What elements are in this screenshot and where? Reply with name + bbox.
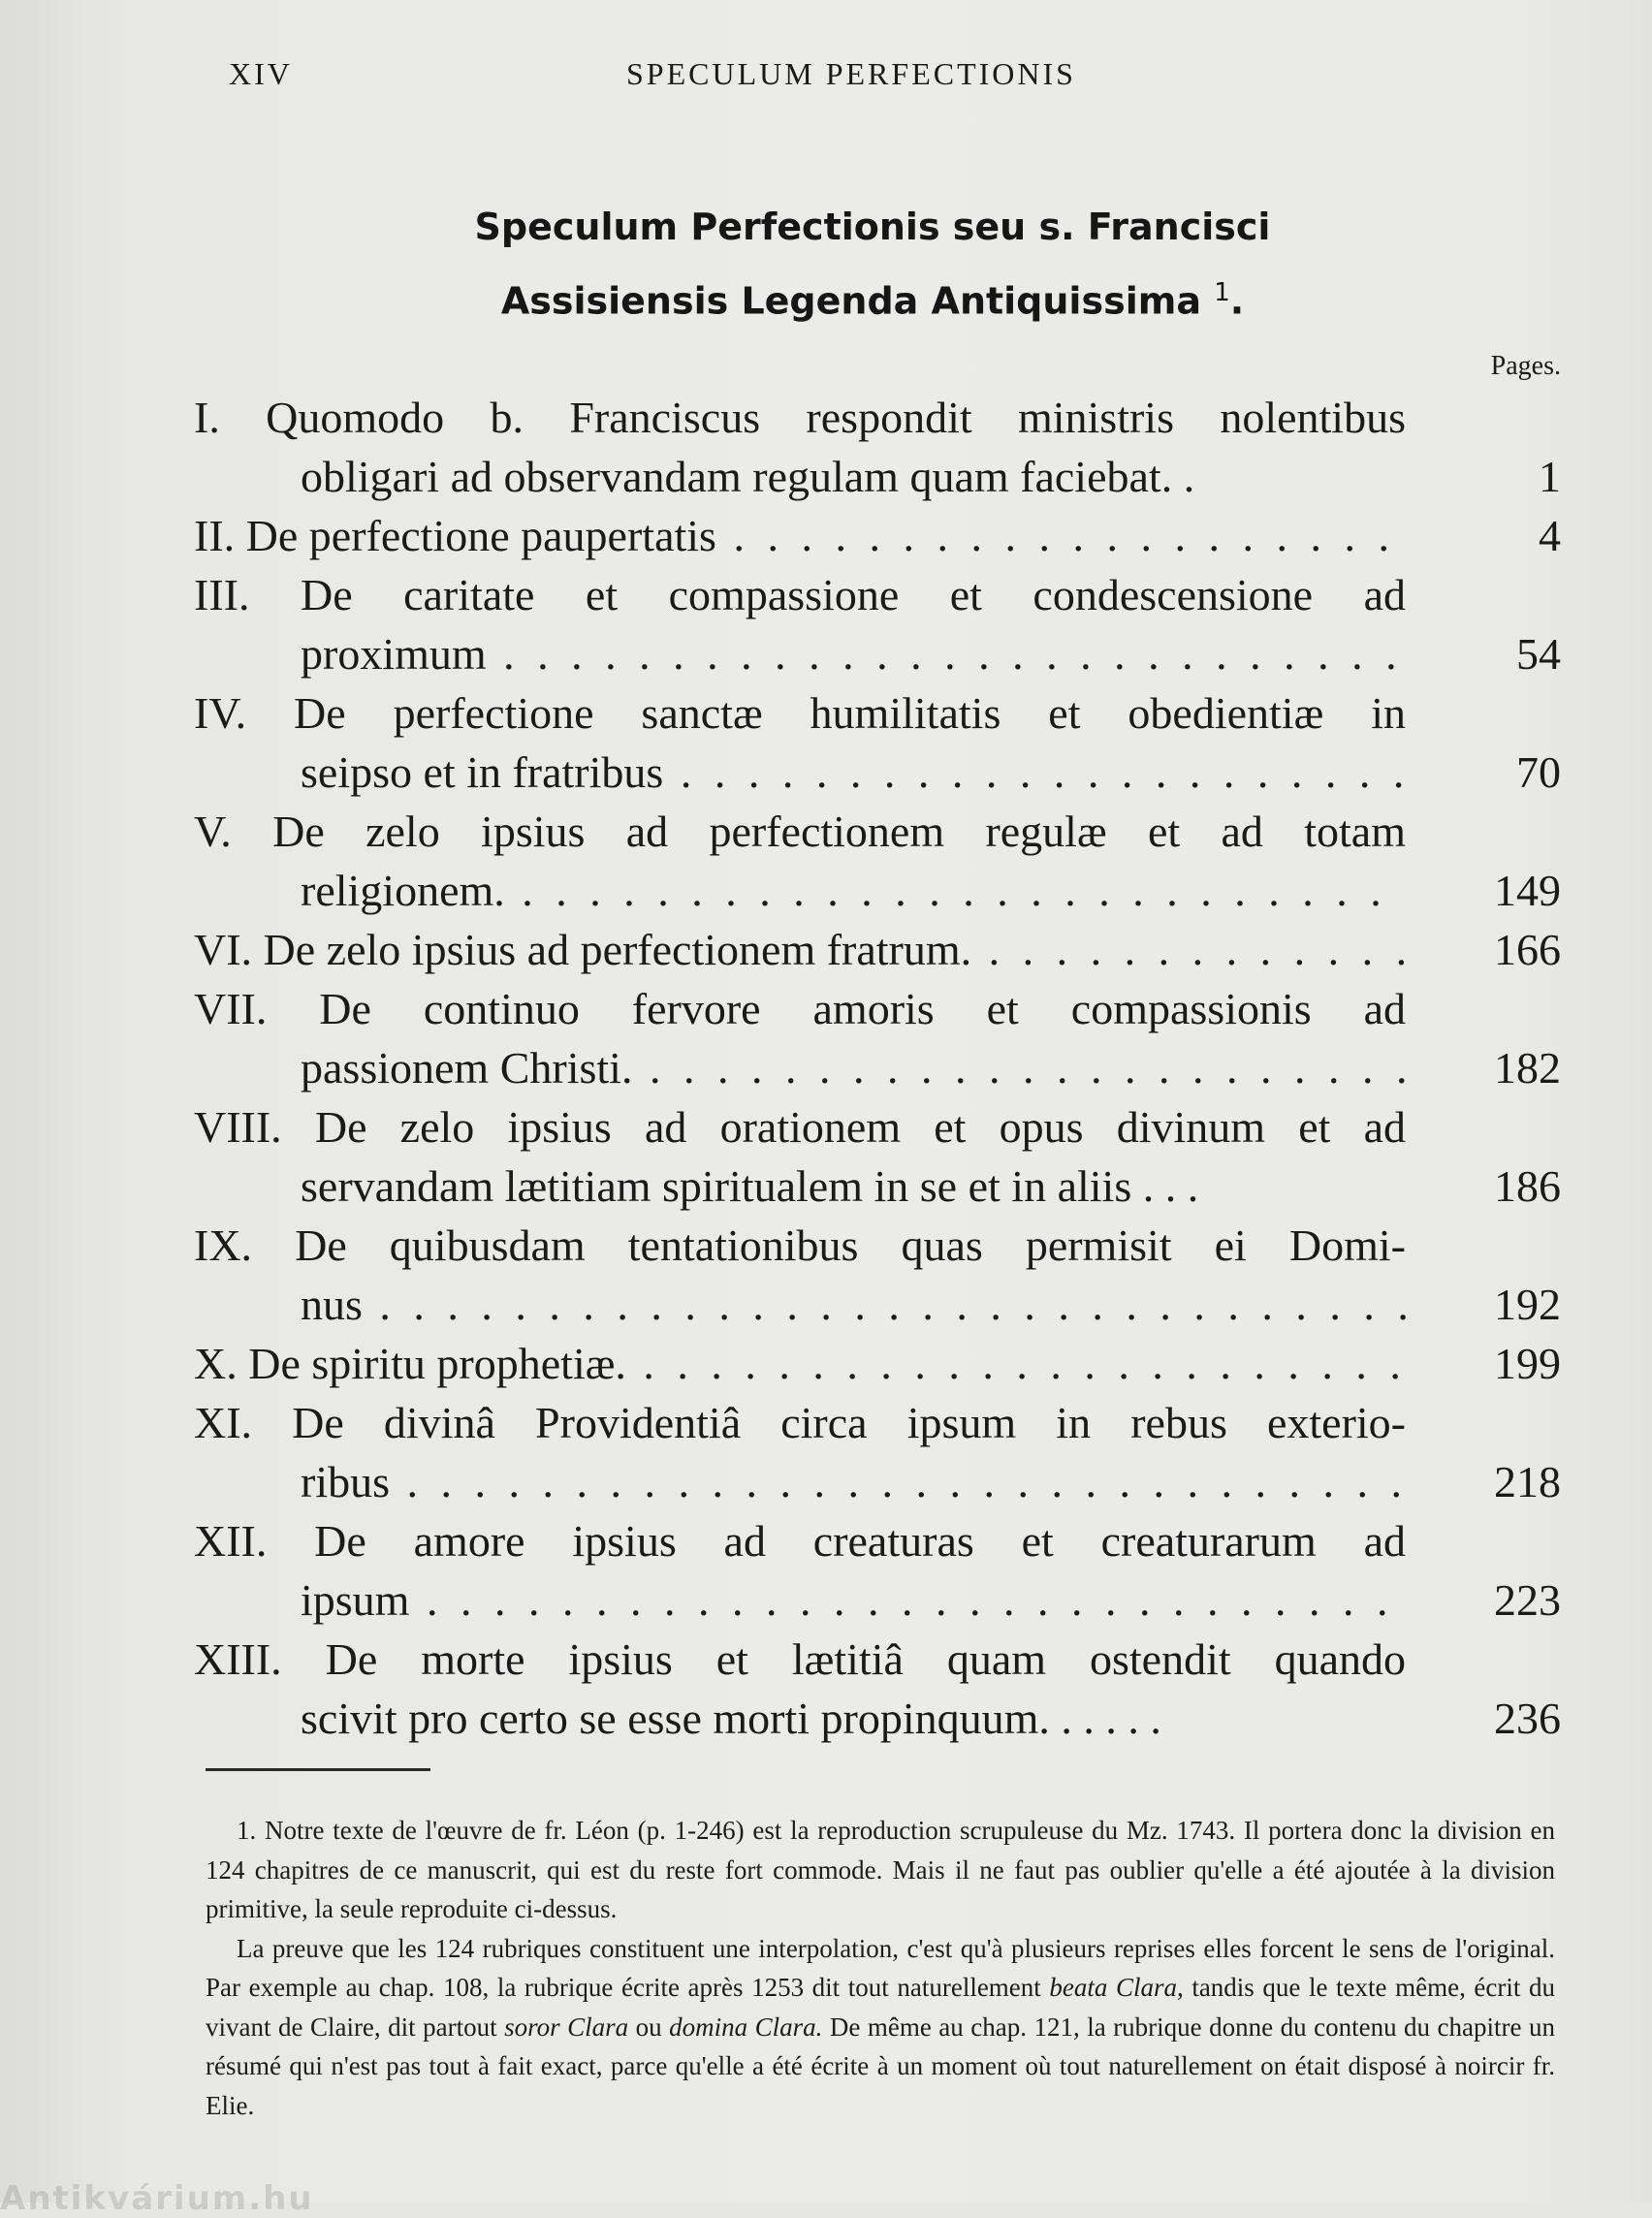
toc-line-2: servandam lætitiam spiritualem in se et in aliis . . .	[301, 1161, 1199, 1211]
title-line-2-end: .	[1229, 279, 1245, 323]
toc-entry	[194, 1630, 1561, 1748]
running-title: SPECULUM PERFECTIONIS	[626, 56, 1076, 91]
toc-line-1: De continuo fervore amoris et compassionis ad	[319, 984, 1406, 1033]
toc-page-number: 236	[1494, 1694, 1561, 1743]
toc-numeral: II.	[194, 511, 236, 560]
toc-page-number: 54	[1516, 629, 1561, 679]
toc-numeral: I.	[194, 393, 220, 442]
toc-page-number: 186	[1494, 1161, 1561, 1211]
toc-numeral: XI.	[194, 1398, 253, 1447]
watermark: Antikvárium.hu	[0, 2179, 314, 2218]
footnote-rule	[206, 1768, 430, 1771]
toc-page-number: 192	[1494, 1280, 1561, 1329]
toc-entry-text	[194, 802, 1406, 861]
footnote-italic: soror Clara	[504, 2012, 629, 2042]
toc-line-1: De morte ipsius et lætitiâ quam ostendit quando	[325, 1634, 1406, 1684]
toc-entry-text	[194, 506, 1406, 565]
toc-entry-text	[194, 1097, 1406, 1157]
toc-line-1: De amore ipsius ad creaturas et creaturarum ad	[314, 1516, 1406, 1566]
toc-page-number: 218	[1494, 1457, 1561, 1506]
toc-line-2: seipso et in fratribus . . .	[301, 743, 1406, 802]
toc-page-number: 199	[1494, 1339, 1561, 1388]
toc-entry-text	[194, 388, 1406, 447]
toc-line-2: proximum . . .	[301, 624, 1406, 683]
toc-line-1: De zelo ipsius ad perfectionem regulæ et ad totam	[272, 807, 1406, 856]
pages-column-label: Pages.	[1490, 351, 1561, 381]
toc-page-number: 70	[1516, 747, 1561, 797]
footnote-text: De même au chap. 121, la rubrique donne du contenu du chapitre un résumé qui n'est pas tout à fait exact, parce qu'elle a été écrite à un moment où tout naturellement on était disposé à noircir fr. Elie.	[206, 2012, 1555, 2120]
toc-page-number: 4	[1539, 511, 1561, 560]
toc-entry	[194, 1097, 1561, 1216]
toc-line-1: Quomodo b. Franciscus respondit ministris nolentibus	[266, 393, 1406, 442]
toc-line-2: nus . . .	[301, 1275, 1406, 1334]
toc-entry	[194, 802, 1561, 920]
toc-entry	[194, 506, 1561, 565]
title-line-1: Speculum Perfectionis seu s. Francisci	[474, 206, 1271, 248]
footnote-paragraph-1: 1. Notre texte de l'œuvre de fr. Léon (p. 1-246) est la reproduction scrupuleuse du Mz. 1743. Il portera donc la division en 124 chapitres de ce manuscrit, qui est du reste fort commode. Mais il ne faut pas oublier qu'elle a été ajoutée à la division primitive, la seule reproduite ci-dessus.	[206, 1816, 1555, 1923]
toc-entry-text	[194, 1216, 1406, 1275]
footnote-text: ou	[628, 2012, 670, 2042]
toc-numeral: XIII.	[194, 1634, 282, 1684]
footnote-italic: domina Clara.	[669, 2012, 823, 2042]
toc-line-2: passionem Christi. . . .	[301, 1038, 1406, 1097]
title-line-2	[291, 260, 1454, 334]
toc-entry	[194, 683, 1561, 802]
toc-numeral: III.	[194, 570, 250, 619]
toc-entry-text	[194, 1334, 1406, 1393]
toc-entry	[194, 979, 1561, 1097]
footnote-text: tandis que le texte même, écrit du vivant de Claire, dit partout	[206, 1973, 1555, 2042]
toc-line-1: De caritate et compassione et condescensione ad	[300, 570, 1406, 619]
toc-line-1: De zelo ipsius ad perfectionem fratrum.	[263, 925, 972, 974]
toc-line-1: De quibusdam tentationibus quas permisit ei Domi-	[295, 1220, 1406, 1270]
toc-numeral: VIII.	[194, 1102, 282, 1152]
toc-line-1: De perfectione sanctæ humilitatis et obedientiæ in	[294, 688, 1406, 738]
toc-entry	[194, 1334, 1561, 1393]
toc-line-2: religionem. . . .	[301, 861, 1406, 920]
toc-line-2: obligari ad observandam regulam quam faciebat. .	[301, 452, 1195, 501]
toc-line-2: scivit pro certo se esse morti propinquum. . . . . .	[301, 1694, 1161, 1743]
toc-entry	[194, 1216, 1561, 1334]
toc-entry	[194, 920, 1561, 979]
toc-entry	[194, 388, 1561, 506]
toc-entry-text	[194, 1511, 1406, 1570]
page-folio: XIV	[229, 56, 293, 91]
toc-entry	[194, 1511, 1561, 1630]
toc-line-2: ribus . . .	[301, 1452, 1406, 1511]
toc-entry-text	[194, 979, 1406, 1038]
toc-line-1: De perfectione paupertatis	[245, 511, 716, 560]
footnote	[206, 1811, 1555, 2125]
page-title	[291, 194, 1454, 334]
toc-entry-text	[194, 683, 1406, 743]
footnote-text: La preuve que les 124 rubriques constituent une interpolation, c'est qu'à plusieurs reprises elles forcent le sens de l'original. Par exemple au chap. 108, la rubrique écrite après 1253 dit tout naturellement	[206, 1933, 1555, 2002]
toc-page-number: 149	[1494, 866, 1561, 915]
toc-numeral: X.	[194, 1339, 238, 1388]
toc-numeral: XII.	[194, 1516, 268, 1566]
running-head	[229, 56, 1557, 95]
toc-page-number: 166	[1494, 925, 1561, 974]
toc-page-number: 1	[1539, 452, 1561, 501]
toc-numeral: IX.	[194, 1220, 253, 1270]
title-line-2-text: Assisiensis Legenda Antiquissima	[500, 279, 1201, 323]
toc-entry-text	[194, 920, 1406, 979]
toc-numeral: VII.	[194, 984, 268, 1033]
toc-entry	[194, 565, 1561, 683]
footnote-paragraph-2	[206, 1929, 1555, 2126]
toc-line-1: De divinâ Providentiâ circa ipsum in rebus exterio-	[292, 1398, 1406, 1447]
toc-entry	[194, 1393, 1561, 1511]
toc-numeral: VI.	[194, 925, 253, 974]
table-of-contents	[194, 388, 1561, 1748]
toc-page-number: 223	[1494, 1575, 1561, 1625]
footnote-italic: beata Clara,	[1049, 1973, 1184, 2002]
toc-page-number: 182	[1494, 1043, 1561, 1093]
footnote-ref: 1	[1214, 278, 1230, 307]
toc-line-2: ipsum . . .	[301, 1570, 1406, 1630]
toc-numeral: IV.	[194, 688, 247, 738]
toc-entry-text	[194, 1393, 1406, 1452]
toc-entry-text	[194, 1630, 1406, 1689]
toc-entry-text	[194, 565, 1406, 624]
toc-line-1: De zelo ipsius ad orationem et opus divinum et ad	[314, 1102, 1406, 1152]
toc-numeral: V.	[194, 807, 232, 856]
toc-line-1: De spiritu prophetiæ.	[248, 1339, 626, 1388]
